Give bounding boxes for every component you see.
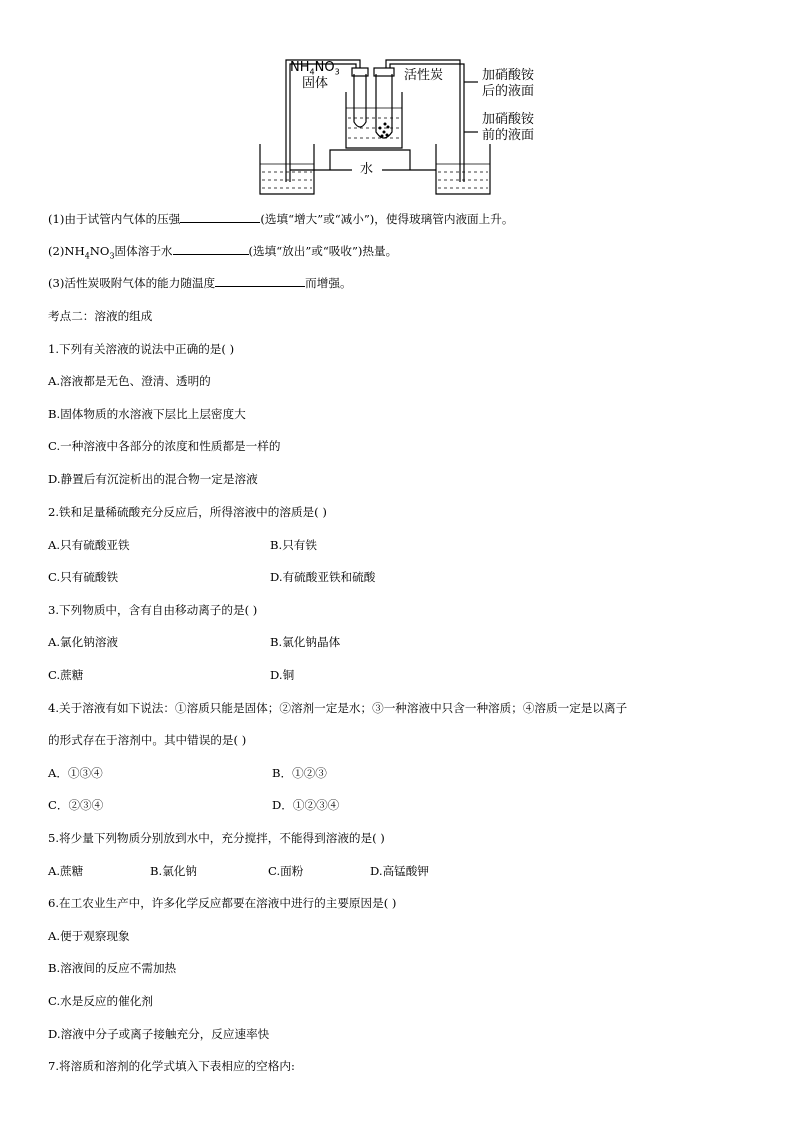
label-before-level-1: 加硝酸铵 — [482, 112, 535, 127]
question-sub-2: $(2)NH_4NO_3$固体溶于水 (选填“放出”或“吸收”)热量。 — [48, 244, 398, 261]
q1-option-b: B.固体物质的水溶液下层比上层密度大 — [48, 407, 246, 421]
q2-option-d: D.有硫酸亚铁和硫酸 — [270, 570, 376, 584]
answer-blank — [180, 211, 260, 223]
q5-option-c: C.面粉 — [268, 864, 304, 878]
apparatus-figure — [250, 52, 560, 202]
q4-option-a: A．①③④ — [48, 766, 103, 780]
q5-stem: 5.将少量下列物质分别放到水中，充分搅拌，不能得到溶液的是( ) — [48, 831, 385, 845]
q4-stem-line-2: 的形式存在于溶剂中。其中错误的是( ) — [48, 733, 247, 747]
q4-stem-line-1: 4.关于溶液有如下说法：①溶质只能是固体；②溶剂一定是水；③一种溶液中只含一种溶质；④溶质一定是以离子 — [48, 701, 628, 715]
q4-option-d: D．①②③④ — [272, 798, 340, 812]
q6-stem: 6.在工农业生产中，许多化学反应都要在溶液中进行的主要原因是( ) — [48, 896, 397, 910]
answer-blank — [215, 275, 305, 287]
q4-options-row-2 — [48, 797, 748, 813]
q3-options-row-1 — [48, 634, 748, 650]
q3-option-b: B.氯化钠晶体 — [270, 635, 341, 649]
q6-option-a: A.便于观察现象 — [48, 929, 130, 943]
q2-option-b: B.只有铁 — [270, 538, 317, 552]
q4-option-c: C．②③④ — [48, 798, 104, 812]
q3-options-row-2 — [48, 667, 748, 683]
label-water: 水 — [360, 162, 374, 177]
q5-option-b: B.氯化钠 — [150, 864, 197, 878]
q1-stem: 1.下列有关溶液的说法中正确的是( ) — [48, 342, 235, 356]
q5-option-d: D.高锰酸钾 — [370, 864, 429, 878]
q4-options-row-1 — [48, 765, 748, 781]
q1-option-c: C.一种溶液中各部分的浓度和性质都是一样的 — [48, 439, 281, 453]
q6-option-d: D.溶液中分子或离子接触充分，反应速率快 — [48, 1027, 270, 1041]
q3-option-a: A.氯化钠溶液 — [48, 635, 119, 649]
question-sub-3: (3)活性炭吸附气体的能力随温度 而增强。 — [48, 276, 352, 290]
q3-stem: 3.下列物质中，含有自由移动离子的是( ) — [48, 603, 258, 617]
label-activated-carbon: 活性炭 — [404, 68, 444, 83]
q3-option-d: D.铜 — [270, 668, 295, 682]
q2-stem: 2.铁和足量稀硫酸充分反应后，所得溶液中的溶质是( ) — [48, 505, 327, 519]
q6-option-c: C.水是反应的催化剂 — [48, 994, 153, 1008]
label-salt-formula: $NH_4NO_3$ — [290, 60, 340, 77]
q2-options-row-2 — [48, 569, 748, 585]
q1-option-d: D.静置后有沉淀析出的混合物一定是溶液 — [48, 472, 258, 486]
question-sub-1: (1)由于试管内气体的压强 (选填“增大”或“减小”)，使得玻璃管内液面上升。 — [48, 212, 514, 226]
label-after-level-2: 后的液面 — [482, 84, 535, 99]
q5-options-row — [48, 863, 748, 879]
label-after-level-1: 加硝酸铵 — [482, 68, 535, 83]
label-salt-solid: 固体 — [302, 76, 329, 91]
q6-option-b: B.溶液间的反应不需加热 — [48, 961, 177, 975]
q3-option-c: C.蔗糖 — [48, 668, 84, 682]
q2-option-a: A.只有硫酸亚铁 — [48, 538, 130, 552]
label-before-level-2: 前的液面 — [482, 128, 535, 143]
q1-option-a: A.溶液都是无色、澄清、透明的 — [48, 374, 211, 388]
q2-option-c: C.只有硫酸铁 — [48, 570, 119, 584]
q4-option-b: B．①②③ — [272, 766, 327, 780]
answer-blank — [173, 243, 249, 255]
section-heading: 考点二：溶液的组成 — [48, 309, 153, 323]
q5-option-a: A.蔗糖 — [48, 864, 84, 878]
q2-options-row-1 — [48, 537, 748, 553]
q7-stem: 7.将溶质和溶剂的化学式填入下表相应的空格内: — [48, 1059, 295, 1073]
